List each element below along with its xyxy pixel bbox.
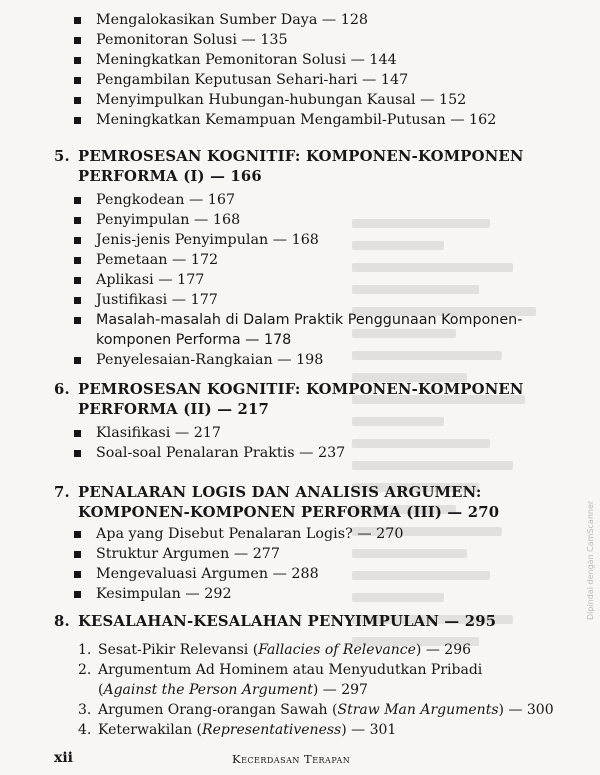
toc-list-top xyxy=(74,10,574,130)
list-item: Jenis-jenis Penyimpulan — 168 xyxy=(74,230,574,250)
chapter-number: 8. xyxy=(54,613,70,630)
list-item: Menyimpulkan Hubungan-hubungan Kausal — 152 xyxy=(74,90,574,110)
list-item: 1. Sesat-Pikir Relevansi (Fallacies of Relevance) — 296 xyxy=(78,642,472,658)
item-text: Argumentum Ad Hominem atau Menyudutkan Pribadi xyxy=(98,662,483,678)
list-item: Pemonitoran Solusi — 135 xyxy=(74,30,574,50)
item-number: 1. xyxy=(78,642,92,658)
item-text: Keterwakilan xyxy=(98,722,193,738)
list-item: Masalah-masalah di Dalam Praktik Penggunaan Komponen-komponen Performa — 178 xyxy=(74,310,574,350)
item-italic: Straw Man Arguments xyxy=(337,702,499,718)
item-italic: Representativeness xyxy=(202,722,342,738)
list-item: 3. Argumen Orang-orangan Sawah (Straw Man Arguments) — 300 xyxy=(78,702,554,718)
list-item: Aplikasi — 177 xyxy=(74,270,574,290)
running-footer-title: Kecerdasan Terapan xyxy=(232,752,351,766)
chapter-6-list xyxy=(74,423,574,463)
chapter-number: 7. xyxy=(54,484,70,501)
list-item: Mengevaluasi Argumen — 288 xyxy=(74,564,574,584)
list-item: Meningkatkan Kemampuan Mengambil-Putusan — 162 xyxy=(74,110,574,130)
chapter-title: KESALAHAN-KESALAHAN PENYIMPULAN — 295 xyxy=(78,613,497,630)
list-item: Klasifikasi — 217 xyxy=(74,423,574,443)
item-italic: Against the Person Argument xyxy=(103,682,313,698)
item-page: — 296 xyxy=(425,642,472,658)
chapter-6-heading xyxy=(54,380,574,420)
chapter-5-heading xyxy=(54,147,574,187)
chapter-title: PENALARAN LOGIS DAN ANALISIS ARGUMEN: KOMPONEN-KOMPONEN PERFORMA (III) — 270 xyxy=(78,484,500,521)
list-item: Justifikasi — 177 xyxy=(74,290,574,310)
item-text: Argumen Orang-orangan Sawah xyxy=(98,702,328,718)
list-item: Pemetaan — 172 xyxy=(74,250,574,270)
chapter-7-heading xyxy=(54,483,574,523)
scanner-watermark: Dipindai dengan CamScanner xyxy=(586,500,595,620)
list-item: Penyelesaian-Rangkaian — 198 xyxy=(74,350,574,370)
chapter-8-list xyxy=(78,640,578,740)
item-page: — 300 xyxy=(508,702,554,718)
list-item: Soal-soal Penalaran Praktis — 237 xyxy=(74,443,574,463)
page-number: xii xyxy=(54,750,73,766)
chapter-7-list xyxy=(74,524,574,604)
list-item: Pengambilan Keputusan Sehari-hari — 147 xyxy=(74,70,574,90)
list-item: 4. Keterwakilan (Representativeness) — 301 xyxy=(78,722,397,738)
chapter-title: PEMROSESAN KOGNITIF: KOMPONEN-KOMPONEN PERFORMA (I) — 166 xyxy=(78,148,524,185)
item-text: Sesat-Pikir Relevansi xyxy=(98,642,249,658)
chapter-title: PEMROSESAN KOGNITIF: KOMPONEN-KOMPONEN PERFORMA (II) — 217 xyxy=(78,381,524,418)
list-item: Kesimpulan — 292 xyxy=(74,584,574,604)
list-item: Penyimpulan — 168 xyxy=(74,210,574,230)
chapter-8-heading xyxy=(54,612,574,634)
list-item: 2. Argumentum Ad Hominem atau Menyudutkan Pribadi (Against the Person Argument) — 297 xyxy=(78,662,483,698)
list-item: Struktur Argumen — 277 xyxy=(74,544,574,564)
item-number: 3. xyxy=(78,702,92,718)
chapter-number: 5. xyxy=(54,148,70,165)
item-page: — 297 xyxy=(322,682,368,698)
chapter-5-list xyxy=(74,190,574,370)
item-number: 4. xyxy=(78,722,92,738)
list-item: Apa yang Disebut Penalaran Logis? — 270 xyxy=(74,524,574,544)
list-item: Pengkodean — 167 xyxy=(74,190,574,210)
chapter-number: 6. xyxy=(54,381,70,398)
list-item: Mengalokasikan Sumber Daya — 128 xyxy=(74,10,574,30)
item-page: — 301 xyxy=(351,722,397,738)
list-item: Meningkatkan Pemonitoran Solusi — 144 xyxy=(74,50,574,70)
item-italic: Fallacies of Relevance xyxy=(258,642,416,658)
item-number: 2. xyxy=(78,662,92,678)
